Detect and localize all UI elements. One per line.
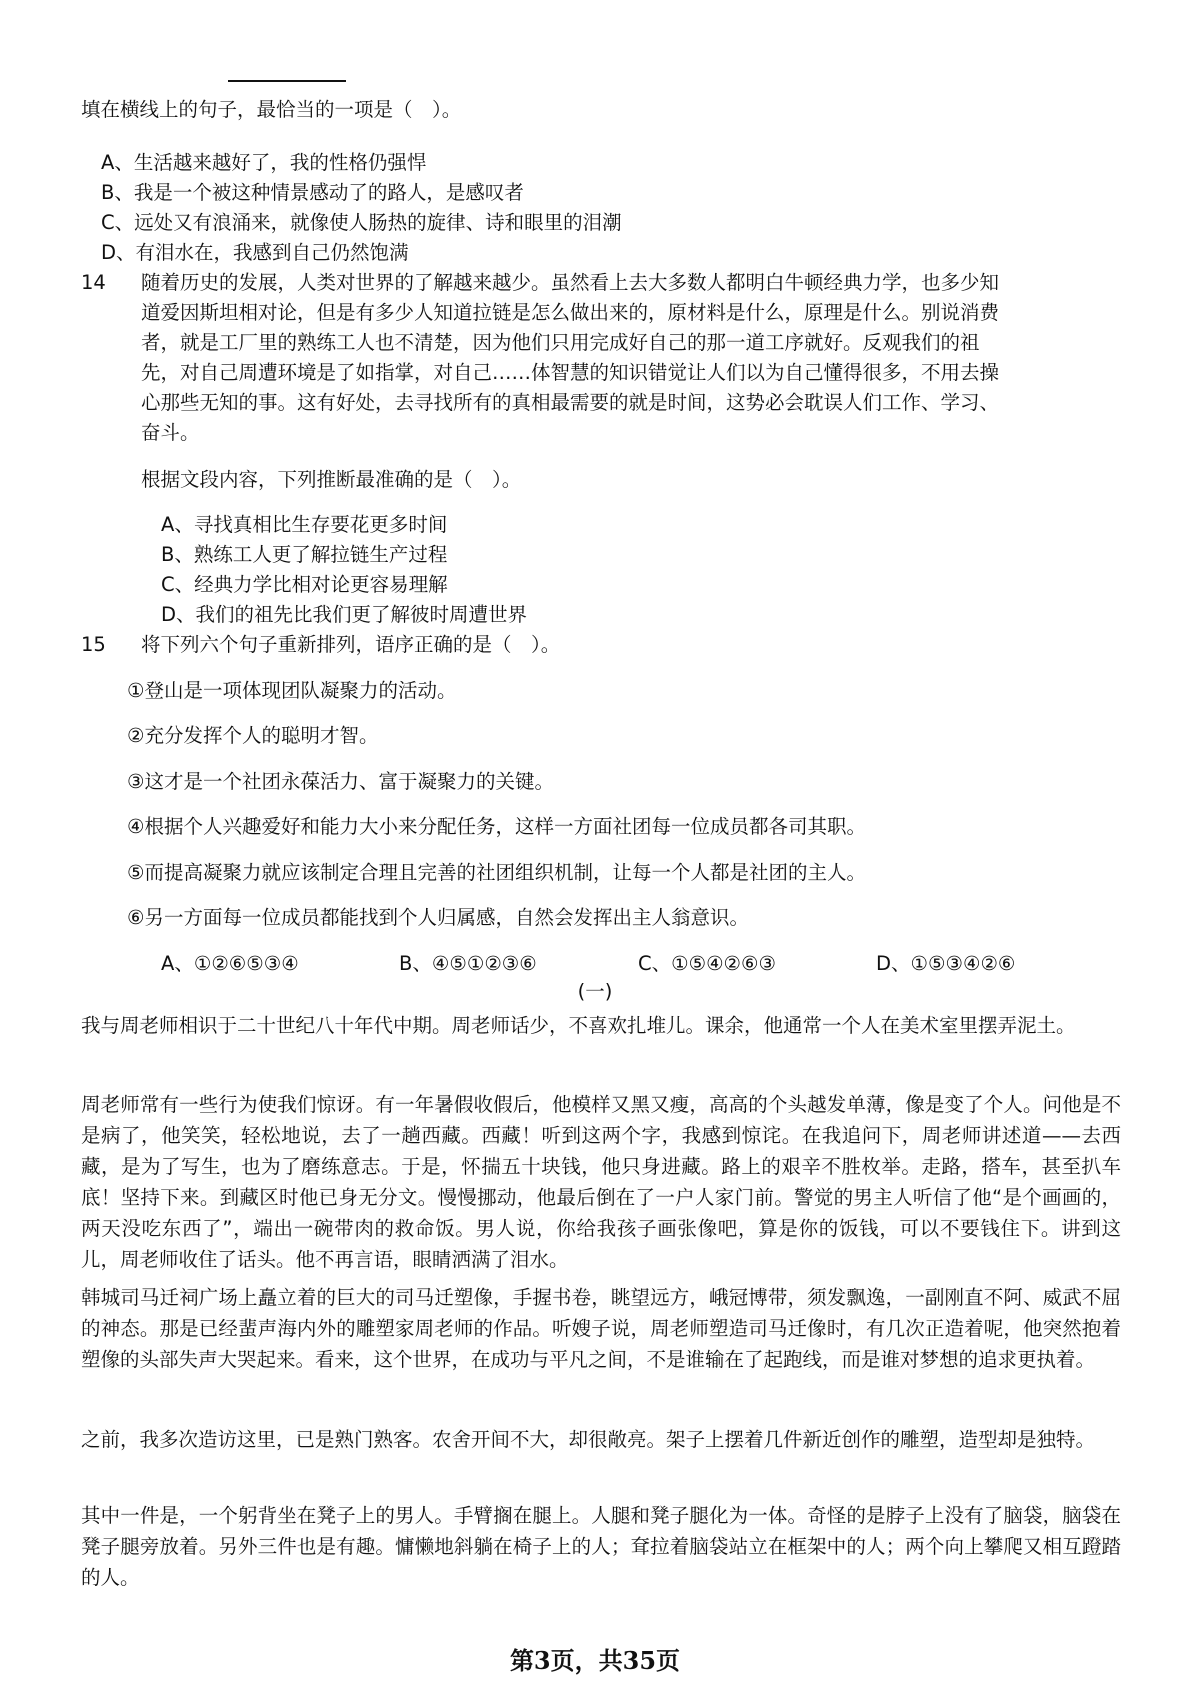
q13-stem: 填在横线上的句子，最恰当的一项是（ ）。 [81, 98, 462, 121]
q14-option-d: D、我们的祖先比我们更了解彼时周遭世界 [161, 603, 528, 626]
q15-stem: 将下列六个句子重新排列，语序正确的是（ ）。 [141, 633, 561, 656]
q13-option-c: C、远处又有浪涌来，就像使人肠热的旋律、诗和眼里的泪潮 [101, 211, 622, 234]
q15-sentence: ④根据个人兴趣爱好和能力大小来分配任务，这样一方面社团每一位成员都各司其职。 [127, 815, 866, 838]
q14-passage-line: 心那些无知的事。这有好处，去寻找所有的真相最需要的就是时间，这势必会耽误人们工作、学习、 [141, 391, 1000, 414]
reading-paragraph: 我与周老师相识于二十世纪八十年代中期。周老师话少，不喜欢扎堆儿。课余，他通常一个人在美术室里摆弄泥土。 [81, 1014, 1076, 1037]
q13-option-a: A、生活越来越好了，我的性格仍强悍 [101, 151, 427, 174]
q15-number: 15 [81, 633, 106, 656]
q13-option-d: D、有泪水在，我感到自己仍然饱满 [101, 241, 409, 264]
q15-sentence: ③这才是一个社团永葆活力、富于凝聚力的关键。 [127, 770, 554, 793]
q14-passage-line: 先，对自己周遭环境是了如指掌，对自己……体智慧的知识错觉让人们以为自己懂得很多，不用去操 [141, 361, 1000, 384]
q13-option-b: B、我是一个被这种情景感动了的路人，是感叹者 [101, 181, 524, 204]
q15-sentence: ②充分发挥个人的聪明才智。 [127, 724, 379, 747]
q14-passage-line: 者，就是工厂里的熟练工人也不清楚，因为他们只用完成好自己的那一道工序就好。反观我们的祖 [141, 331, 980, 354]
q14-option-a: A、寻找真相比生存要花更多时间 [161, 513, 448, 536]
answer-blank-line [228, 80, 346, 82]
q14-passage-line: 奋斗。 [141, 421, 200, 444]
q15-option-d: D、①⑤③④②⑥ [876, 952, 1016, 975]
q15-sentence: ⑥另一方面每一位成员都能找到个人归属感，自然会发挥出主人翁意识。 [127, 906, 749, 929]
q15-option-c: C、①⑤④②⑥③ [638, 952, 777, 975]
reading-paragraph: 韩城司马迁祠广场上矗立着的巨大的司马迁塑像，手握书卷，眺望远方，峨冠博带，须发飘逸，一副刚直不阿、威武不屈的神态。那是已经蜚声海内外的雕塑家周老师的作品。听嫂子说，周老师塑造司马迁像时，有几次正造着呢，他突然抱着塑像的头部失声大哭起来。看来，这个世界，在成功与平凡之间，不是谁输在了起跑线，而是谁对梦想的追求更执着。 [81, 1286, 1121, 1371]
q14-passage-line: 道爱因斯坦相对论，但是有多少人知道拉链是怎么做出来的，原材料是什么，原理是什么。别说消费 [141, 301, 1000, 324]
reading-paragraph: 之前，我多次造访这里，已是熟门熟客。农舍开间不大，却很敞亮。架子上摆着几件新近创作的雕塑，造型却是独特。 [81, 1428, 1096, 1451]
q14-option-c: C、经典力学比相对论更容易理解 [161, 573, 448, 596]
q15-sentence: ①登山是一项体现团队凝聚力的活动。 [127, 679, 457, 702]
q15-option-a: A、①②⑥⑤③④ [161, 952, 299, 975]
q14-option-b: B、熟练工人更了解拉链生产过程 [161, 543, 448, 566]
page-number-footer: 第3页，共35页 [509, 1646, 681, 1675]
q14-passage-line: 随着历史的发展，人类对世界的了解越来越少。虽然看上去大多数人都明白牛顿经典力学，也多少知 [141, 271, 1000, 294]
reading-paragraph: 周老师常有一些行为使我们惊讶。有一年暑假收假后，他模样又黑又瘦，高高的个头越发单薄，像是变了个人。问他是不是病了，他笑笑，轻松地说，去了一趟西藏。西藏！听到这两个字，我感到惊诧。在我追问下，周老师讲述道——去西藏，是为了写生，也为了磨练意志。于是，怀揣五十块钱，他只身进藏。路上的艰辛不胜枚举。走路，搭车，甚至扒车底！坚持下来。到藏区时他已身无分文。慢慢挪动，他最后倒在了一户人家门前。警觉的男主人听信了他“是个画画的，两天没吃东西了”，端出一碗带肉的救命饭。男人说，你给我孩子画张像吧，算是你的饭钱，可以不要钱住下。讲到这儿，周老师收住了话头。他不再言语，眼睛洒满了泪水。 [81, 1093, 1121, 1271]
reading-paragraph: 其中一件是，一个躬背坐在凳子上的男人。手臂搁在腿上。人腿和凳子腿化为一体。奇怪的是脖子上没有了脑袋，脑袋在凳子腿旁放着。另外三件也是有趣。慵懒地斜躺在椅子上的人；耷拉着脑袋站立在框架中的人；两个向上攀爬又相互蹬踏的人。 [81, 1504, 1121, 1589]
q15-sentence: ⑤而提高凝聚力就应该制定合理且完善的社团组织机制，让每一个人都是社团的主人。 [127, 861, 866, 884]
reading-section-title: (一) [577, 980, 613, 1003]
q14-stem: 根据文段内容，下列推断最准确的是（ ）。 [141, 468, 522, 491]
q14-number: 14 [81, 271, 106, 294]
q15-option-b: B、④⑤①②③⑥ [399, 952, 537, 975]
